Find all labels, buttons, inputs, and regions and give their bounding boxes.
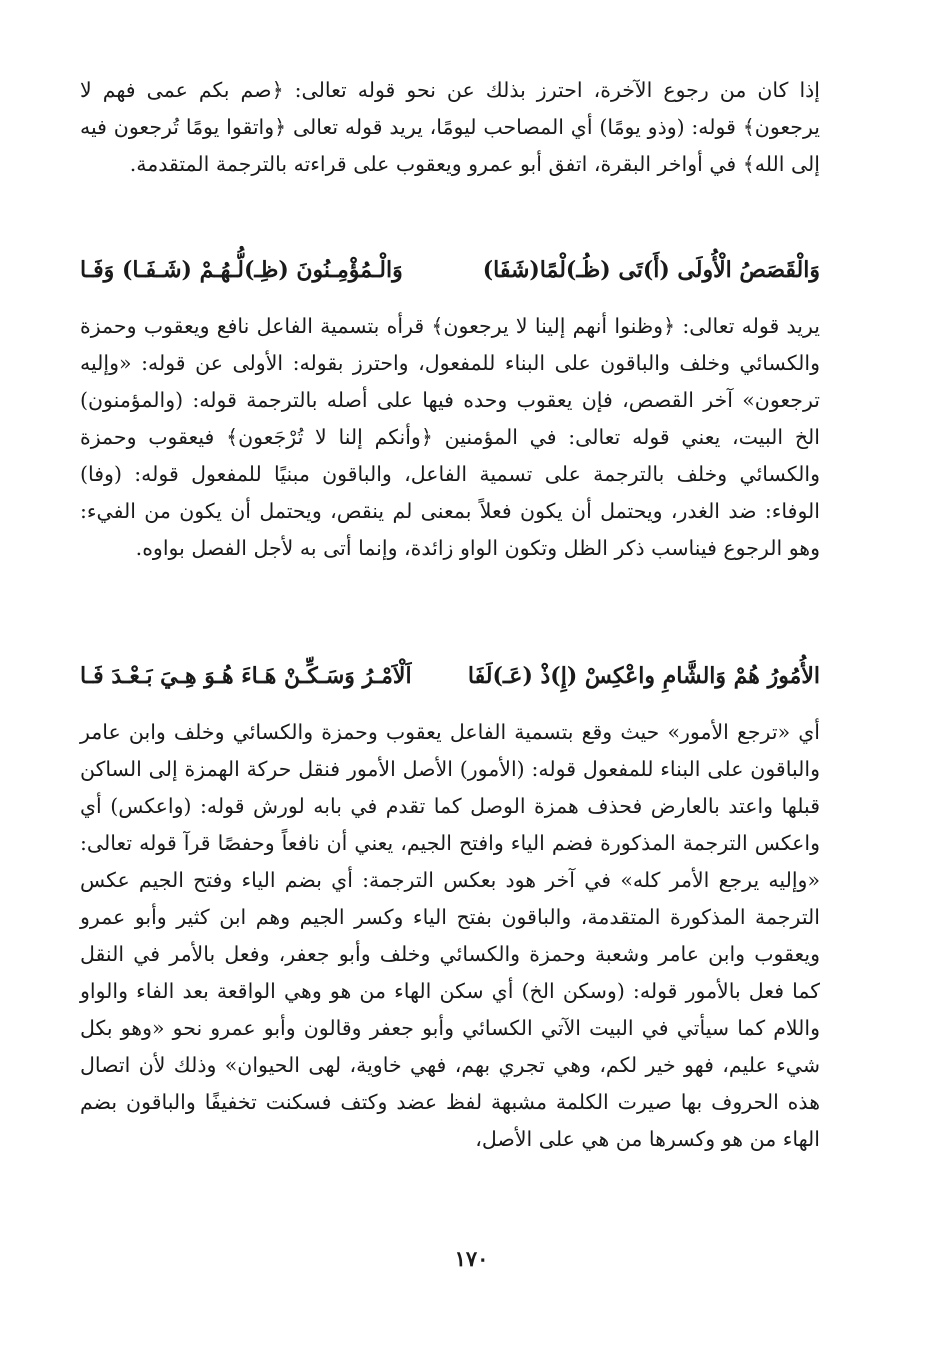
verse-2-second-hemistich: اَلْاَمْـرُ وَسَـكِّـنْ هَـاءَ هُـوَ هِـيَ بَـعْـدَ فَـا (80, 663, 412, 689)
verse-2-first-hemistich: الأُمُورُ هُمْ وَالشَّامِ واعْكِسْ (إِ)ذْ (عَـ)لَفَا (467, 663, 820, 689)
verse-1-second-hemistich: وَالْـمُؤْمِـنُونَ (ظِـ)لُّـهُـمْ (شَـفَـا) وَفَـا (80, 257, 403, 283)
page-number: ١٧٠ (454, 1246, 489, 1271)
paragraph-commentary-2: يريد قوله تعالى: ﴿وظنوا أنهم إلينا لا يرجعون﴾ قرأه بتسمية الفاعل نافع ويعقوب وحمزة والكسائي وخلف والباقون على البناء للمفعول، واحترز بقوله: الأولى عن قوله: «وإليه ترجعون» آخر القصص، فإن يعقوب وحده فيها على أصله بالترجمة قوله: (والمؤمنون) الخ البيت، يعني قوله تعالى: في المؤمنين ﴿وأنكم إلنا لا تُرْجَعون﴾ فيعقوب وحمزة والكسائي وخلف بالترجمة على تسمية الفاعل، والباقون مبنيًا للمفعول قوله: (وفا) الوفاء: ضد الغدر، ويحتمل أن يكون فعلاً بمعنى لم ينقص، ويحتمل أن يكون من الفيء: وهو الرجوع فيناسب ذكر الظل وتكون الواو زائدة، وإنما أتى به لأجل الفصل بواوه. (80, 314, 820, 560)
poem-verse-2 (80, 654, 820, 698)
paragraph-commentary-3: أي «ترجع الأمور» حيث وقع بتسمية الفاعل يعقوب وحمزة والكسائي وخلف وابن عامر والباقون على البناء للمفعول قوله: (الأمور) الأصل الأمور فنقل حركة الهمزة إلى الساكن قبلها واعتد بالعارض فحذف همزة الوصل كما تقدم في بابه لورش قوله: (واعكس) أي واعكس الترجمة المذكورة فضم الياء وافتح الجيم، يعني أن نافعاً وحفصًا قرآ قوله تعالى: «وإليه يرجع الأمر كله» في آخر هود بعكس الترجمة: أي بضم الياء وفتح الجيم عكس الترجمة المذكورة المتقدمة، والباقون بفتح الياء وكسر الجيم وهم ابن كثير وأبو عمرو ويعقوب وابن عامر وشعبة وحمزة والكسائي وخلف وأبو جعفر، وفعل بالأمر في النقل كما فعل بالأمور قوله: (وسكن الخ) أي سكن الهاء من هو وهي الواقعة بعد الفاء والواو واللام كما سيأتي في البيت الآتي الكسائي وأبو جعفر وقالون وأبو عمرو نحو «وهو بكل شيء عليم، فهو خير لكم، وهي تجري بهم، فهي خاوية، لهى الحيوان» وذلك لأن اتصال هذه الحروف بها صيرت الكلمة مشبهة لفظ عضد وكتف فسكنت تخفيفًا والباقون بضم الهاء من هو وكسرها من هي على الأصل، (80, 720, 820, 1151)
poem-verse-1 (80, 248, 820, 292)
verse-1-first-hemistich: وَالْقَصَصُ الْأُولَى (أَ)تَى (ظُـ)لْمًا(شَفَا) (482, 257, 820, 283)
paragraph-commentary-1: إذا كان من رجوع الآخرة، احترز بذلك عن نحو قوله تعالى: ﴿صم بكم عمى فهم لا يرجعون﴾ قوله: (وذو يومًا) أي المصاحب ليومًا، يريد قوله تعالى ﴿واتقوا يومًا تُرجعون فيه إلى الله﴾ في أواخر البقرة، اتفق أبو عمرو ويعقوب على قراءته بالترجمة المتقدمة. (80, 78, 820, 176)
